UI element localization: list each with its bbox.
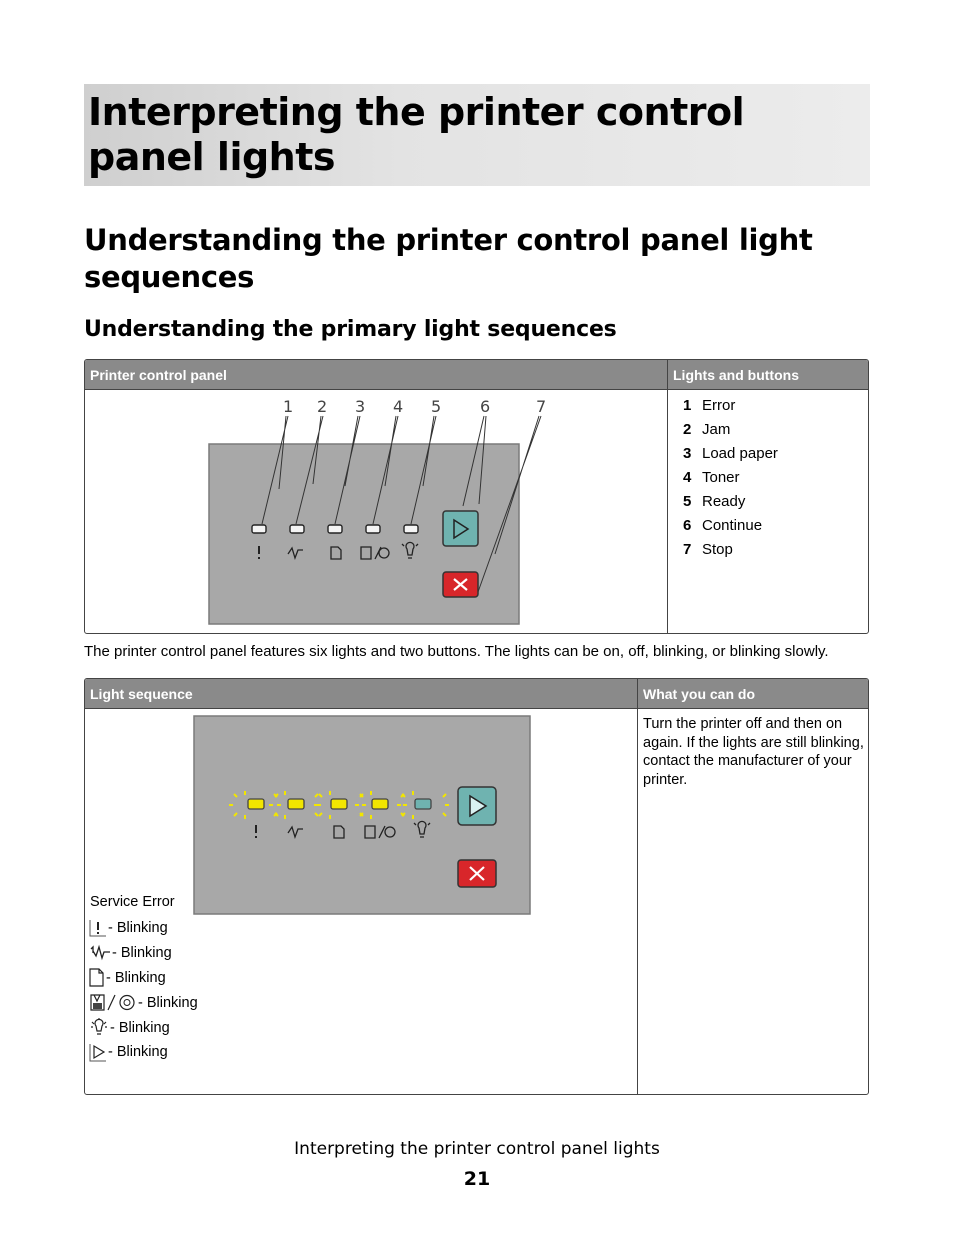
panel-table-col2-header: Lights and buttons [673,367,799,383]
section-heading: Understanding the printer control panel light sequences [84,223,813,294]
ready-light [415,799,431,809]
sequence-item: - Blinking [89,1015,198,1040]
sequence-title: Service Error [90,894,175,910]
sequence-item: - Blinking [89,916,198,941]
sequence-table-col2-header: What you can do [643,686,755,702]
subsection-heading: Understanding the primary light sequences [84,317,617,342]
load-paper-light [328,525,342,533]
panel-table-col1-header: Printer control panel [90,367,227,383]
error-light [248,799,264,809]
footer-title: Interpreting the printer control panel lights [294,1139,660,1159]
toner-light [366,525,380,533]
toner-light [372,799,388,809]
ready-light [404,525,418,533]
chapter-title: Interpreting the printer control panel lights [88,90,745,179]
continue-icon [89,1043,107,1062]
callout-7: 7 [536,397,547,416]
intro-paragraph: The printer control panel features six lights and two buttons. The lights can be on, off, blinking, or blinking slowly. [84,643,829,660]
lights-and-buttons-list [683,396,778,564]
legend-item: 4 Toner [683,469,740,486]
jam-icon [89,944,111,962]
load-paper-icon [89,968,105,987]
panel-table [84,359,869,634]
sequence-item: - Blinking [89,990,198,1015]
callout-2: 2 [317,397,328,416]
sequence-table-header [85,679,868,709]
error-icon [89,919,107,937]
page-number: 21 [463,1168,491,1190]
control-panel-diagram [195,394,555,629]
advice-text: Turn the printer off and then on again. If the lights are still blinking, contact the manufacturer of your printer. [643,716,864,788]
toner-icon [89,993,137,1012]
error-light [252,525,266,533]
legend-item: 2 Jam [683,421,731,438]
jam-light [290,525,304,533]
sequence-list [89,916,198,1065]
callout-3: 3 [355,397,366,416]
sequence-table-col1-header: Light sequence [90,686,193,702]
sequence-item: - Blinking [89,966,198,991]
sequence-item: - Blinking [89,941,198,966]
legend-item: 1 Error [683,397,736,414]
continue-button[interactable] [443,511,478,546]
sequence-item: - Blinking [89,1040,198,1065]
jam-light [288,799,304,809]
ready-icon [89,1018,109,1037]
sequence-table [84,678,869,1095]
legend-item: 7 Stop [683,541,733,558]
legend-item: 5 Ready [683,493,746,510]
blinking-panel-diagram [193,715,531,916]
callout-5: 5 [431,397,442,416]
legend-item: 3 Load paper [683,445,778,462]
callout-1: 1 [283,397,294,416]
legend-item: 6 Continue [683,517,763,534]
load-paper-light [331,799,347,809]
panel-table-header [85,360,868,390]
callout-4: 4 [393,397,404,416]
column-divider [667,360,668,633]
callout-6: 6 [480,397,491,416]
column-divider [637,679,638,1094]
